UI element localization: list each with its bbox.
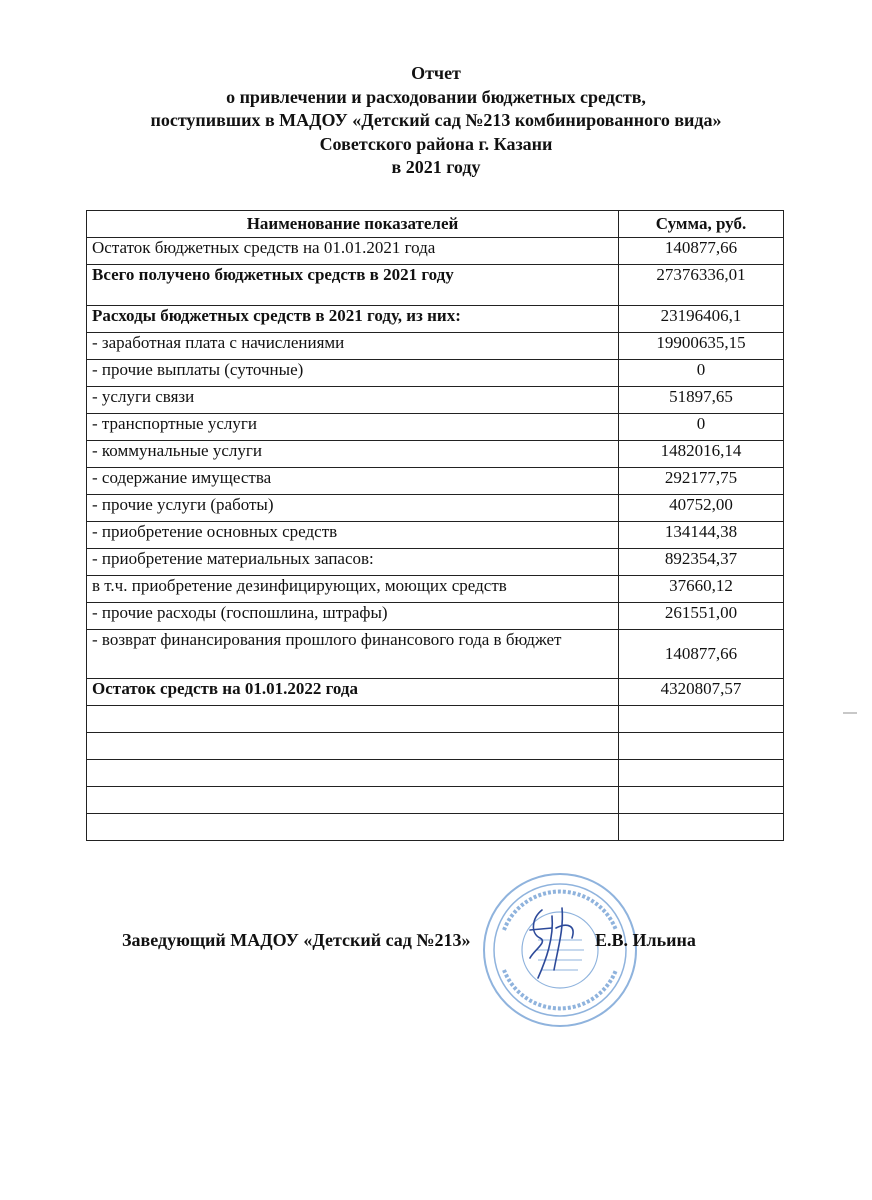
empty-row	[87, 733, 784, 760]
empty-cell	[87, 814, 619, 841]
row-label: - прочие выплаты (суточные)	[87, 360, 619, 387]
table-row	[87, 468, 784, 495]
row-label: в т.ч. приобретение дезинфицирующих, моющих средств	[87, 576, 619, 603]
empty-cell	[619, 733, 784, 760]
row-label: - прочие услуги (работы)	[87, 495, 619, 522]
row-amount: 292177,75	[619, 468, 784, 495]
empty-cell	[619, 787, 784, 814]
row-amount: 27376336,01	[619, 265, 784, 306]
row-label: - транспортные услуги	[87, 414, 619, 441]
title-line-1: Отчет	[411, 63, 461, 83]
row-amount: 140877,66	[619, 630, 784, 679]
row-label: Остаток бюджетных средств на 01.01.2021 года	[87, 238, 619, 265]
row-label: - заработная плата с начислениями	[87, 333, 619, 360]
empty-row	[87, 706, 784, 733]
table-row	[87, 522, 784, 549]
empty-cell	[87, 733, 619, 760]
empty-row	[87, 787, 784, 814]
row-amount: 51897,65	[619, 387, 784, 414]
empty-cell	[619, 760, 784, 787]
empty-cell	[87, 760, 619, 787]
table-row	[87, 603, 784, 630]
row-label: Расходы бюджетных средств в 2021 году, из них:	[87, 306, 619, 333]
row-label: - прочие расходы (госпошлина, штрафы)	[87, 603, 619, 630]
row-label: - услуги связи	[87, 387, 619, 414]
row-amount: 19900635,15	[619, 333, 784, 360]
title-line-5: в 2021 году	[391, 157, 481, 177]
table-row	[87, 679, 784, 706]
table-row	[87, 238, 784, 265]
empty-cell	[87, 787, 619, 814]
table-row	[87, 576, 784, 603]
table-row	[87, 306, 784, 333]
row-amount: 40752,00	[619, 495, 784, 522]
table-row	[87, 495, 784, 522]
row-label: - содержание имущества	[87, 468, 619, 495]
row-label: Всего получено бюджетных средств в 2021 году	[87, 265, 619, 306]
row-amount: 1482016,14	[619, 441, 784, 468]
table-row	[87, 360, 784, 387]
scan-artifact-mark	[843, 712, 857, 714]
row-amount: 4320807,57	[619, 679, 784, 706]
empty-row	[87, 814, 784, 841]
table-row	[87, 549, 784, 576]
empty-cell	[87, 706, 619, 733]
row-amount: 23196406,1	[619, 306, 784, 333]
row-label: - приобретение материальных запасов:	[87, 549, 619, 576]
column-header-name: Наименование показателей	[87, 211, 619, 238]
table-row	[87, 333, 784, 360]
title-line-2: о привлечении и расходовании бюджетных средств,	[226, 86, 646, 107]
row-amount: 0	[619, 360, 784, 387]
row-label: Остаток средств на 01.01.2022 года	[87, 679, 619, 706]
signer-position: Заведующий МАДОУ «Детский сад №213»	[122, 930, 471, 950]
row-amount: 0	[619, 414, 784, 441]
row-amount: 261551,00	[619, 603, 784, 630]
row-amount: 134144,38	[619, 522, 784, 549]
report-title	[0, 62, 872, 180]
row-amount: 892354,37	[619, 549, 784, 576]
row-label: - коммунальные услуги	[87, 441, 619, 468]
title-line-4: Советского района г. Казани	[319, 133, 553, 154]
empty-cell	[619, 814, 784, 841]
row-label: - возврат финансирования прошлого финансового года в бюджет	[87, 630, 619, 679]
table-row	[87, 387, 784, 414]
budget-table	[86, 210, 784, 841]
table-header-row	[87, 211, 784, 238]
row-amount: 140877,66	[619, 238, 784, 265]
empty-cell	[619, 706, 784, 733]
table-row	[87, 441, 784, 468]
signature-block	[0, 930, 872, 960]
title-line-3: поступивших в МАДОУ «Детский сад №213 комбинированного вида»	[150, 110, 722, 130]
table-row	[87, 265, 784, 306]
table-row	[87, 414, 784, 441]
row-amount: 37660,12	[619, 576, 784, 603]
empty-row	[87, 760, 784, 787]
table-row	[87, 630, 784, 679]
signer-name: Е.В. Ильина	[595, 930, 696, 950]
row-label: - приобретение основных средств	[87, 522, 619, 549]
column-header-sum: Сумма, руб.	[619, 211, 784, 238]
